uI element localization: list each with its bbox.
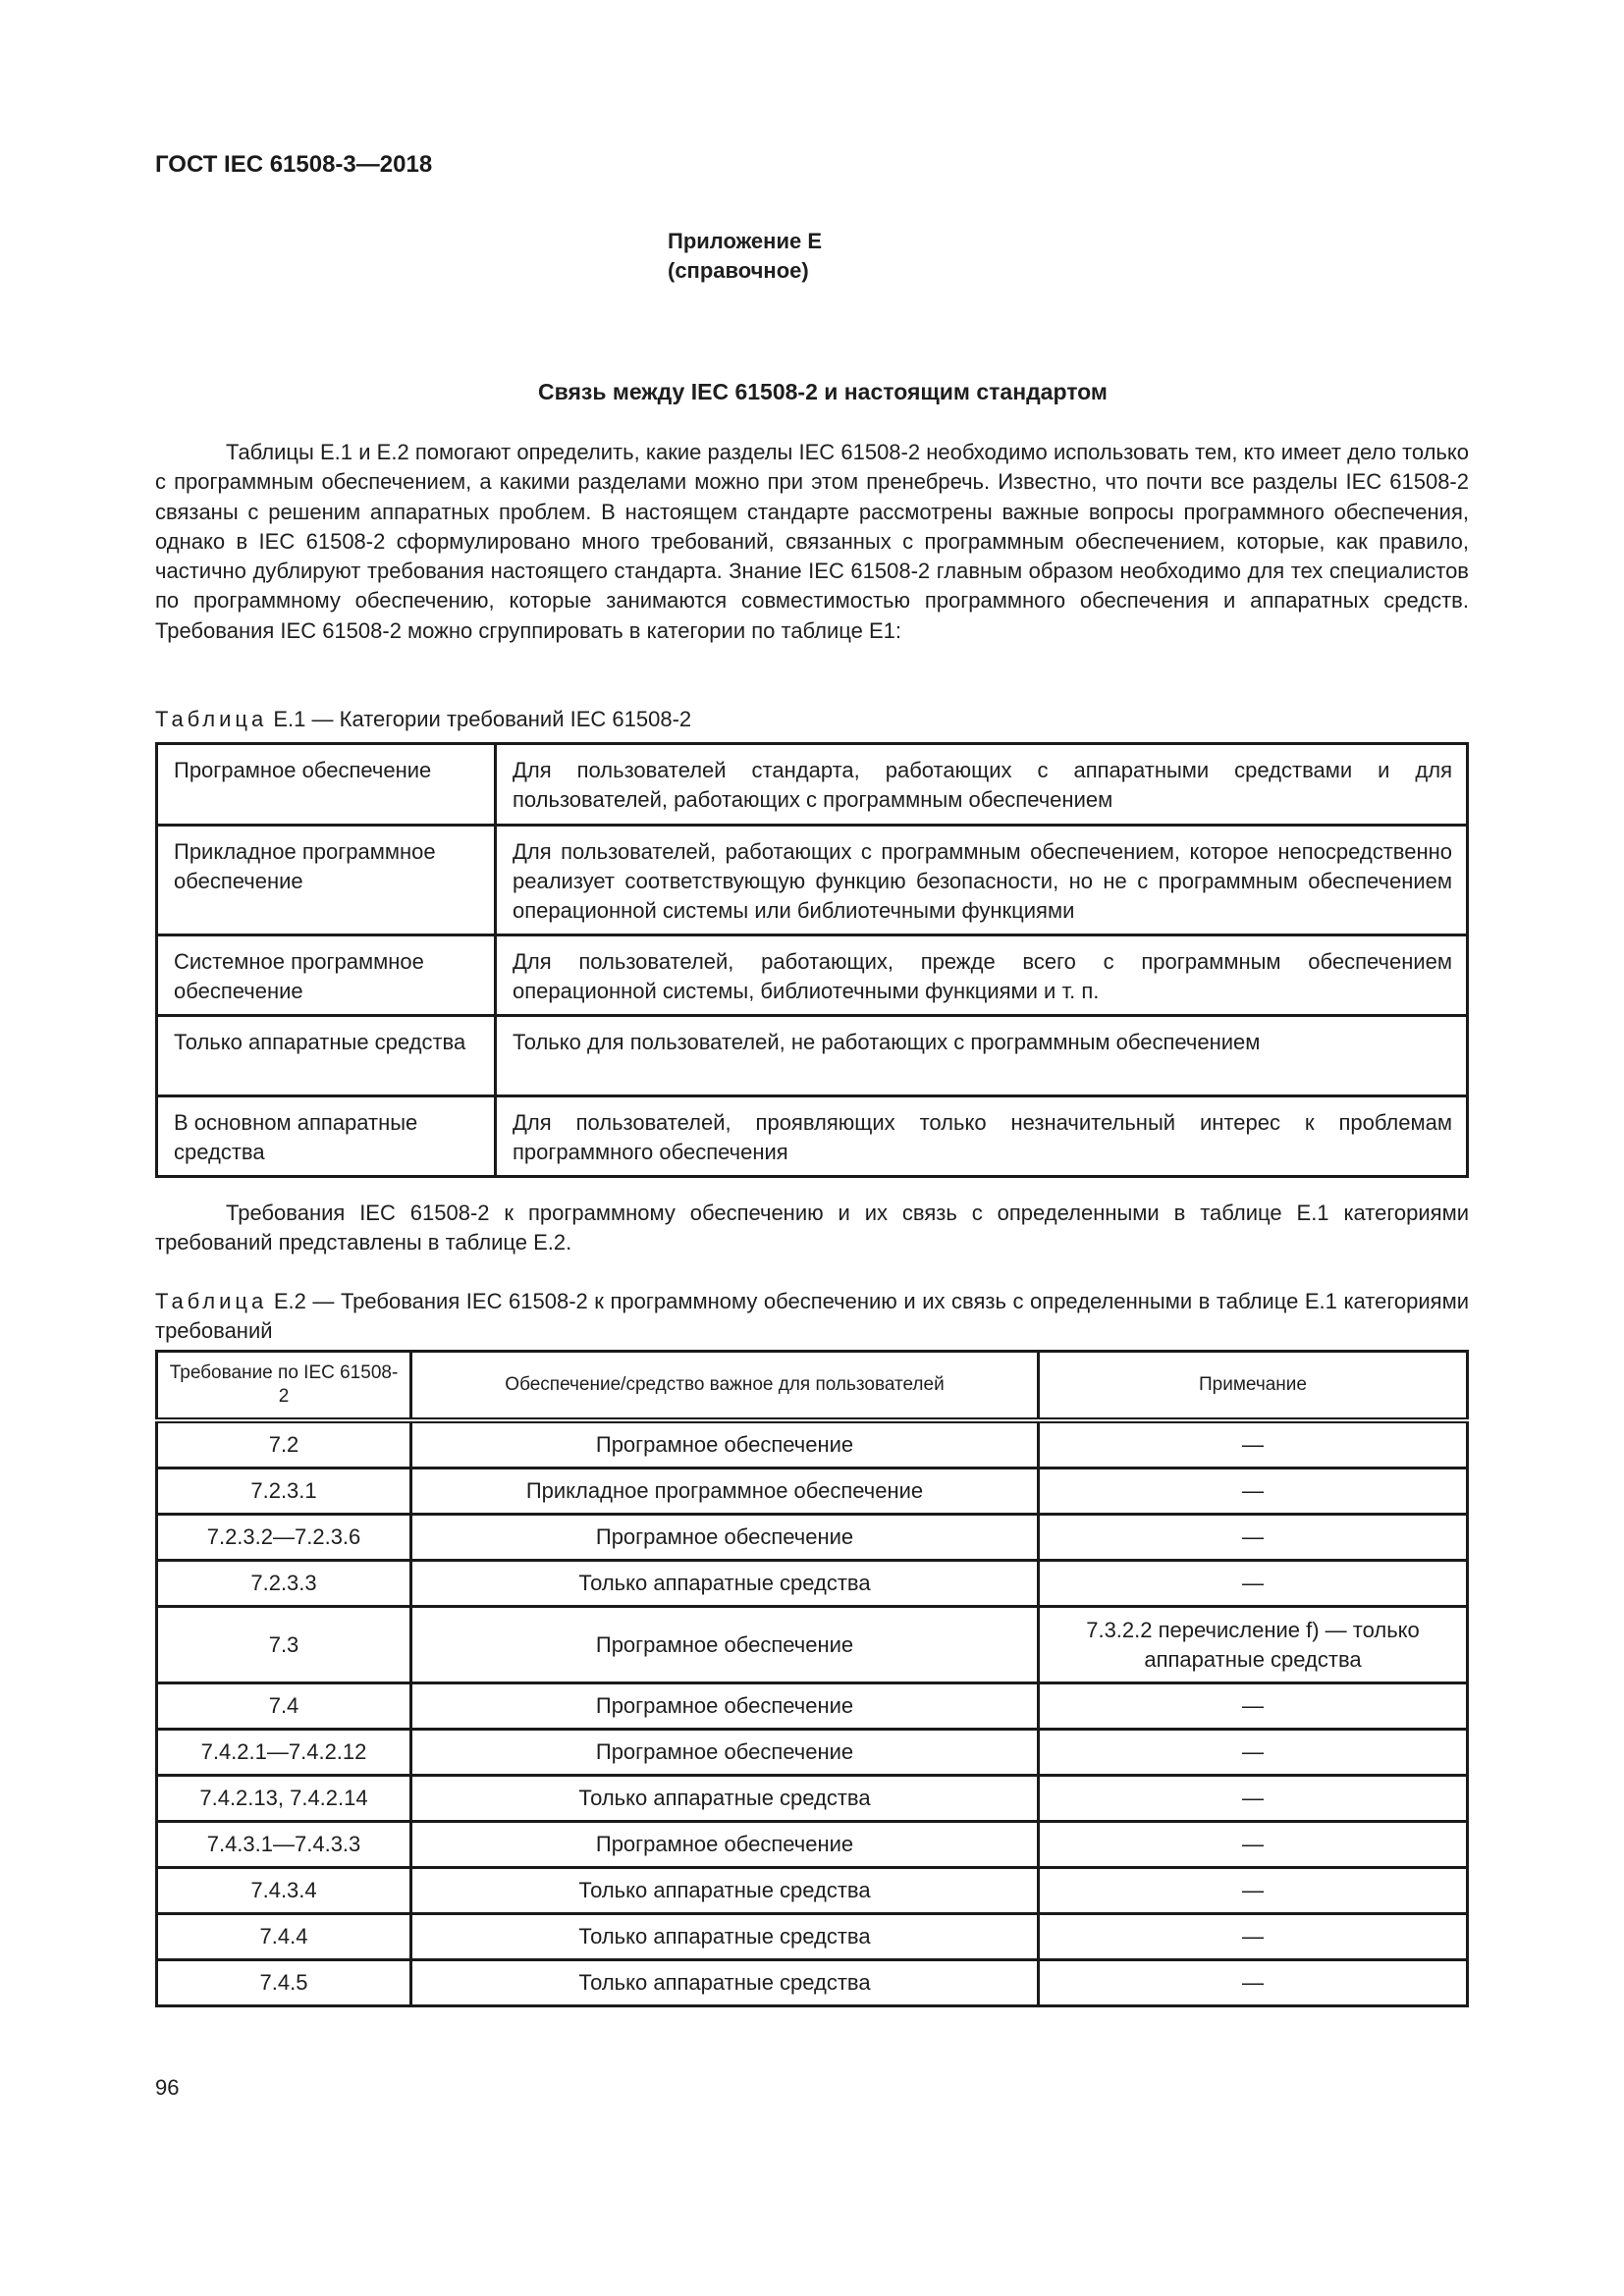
category-cell: Только аппаратные средства (157, 1016, 496, 1096)
requirement-cell: 7.2.3.1 (157, 1468, 411, 1515)
table-e1 (155, 742, 1469, 1178)
table-row (157, 744, 1468, 826)
table-row (157, 935, 1468, 1016)
table-row (157, 1822, 1468, 1868)
between-tables-paragraph: Требования IEC 61508-2 к программному обеспечению и их связь с определенными в таблице E.1 категориями требований представлены в таблице E.2. (155, 1201, 1469, 1255)
table-row (157, 1420, 1468, 1468)
description-cell: Для пользователей стандарта, работающих с аппаратными средствами и для пользователей, работающих с программным обеспечением (496, 744, 1468, 826)
table-row (157, 1016, 1468, 1096)
note-cell: — (1039, 1960, 1468, 2006)
table-row (157, 826, 1468, 935)
intro-paragraph: Таблицы E.1 и E.2 помогают определить, какие разделы IEC 61508-2 необходимо использовать тем, кто имеет дело только с программным обеспечением, а какими разделами можно при этом пренебречь. Известно, что почти все разделы IEC 61508-2 связаны с решеним аппаратных проблем. В настоящем стандарте рассмотрены важные вопросы программного обеспечения, однако в IEC 61508-2 сформулировано много требований, связанных с программным обеспечением, которые, как правило, частично дублируют требования настоящего стандарта. Знание IEC 61508-2 главным образом необходимо для тех специалистов по программному обеспечению, которые занимаются совместимостью программного обеспечения и аппаратных средств. Требования IEC 61508-2 можно сгруппировать в категории по таблице E1: (155, 440, 1469, 643)
caption-label: Таблица (155, 1289, 268, 1313)
note-cell: — (1039, 1515, 1468, 1561)
relevance-cell: Только аппаратные средства (411, 1960, 1039, 2006)
table-e1-caption (155, 705, 1469, 734)
caption-label: Таблица (155, 707, 268, 731)
relevance-cell: Програмное обеспечение (411, 1822, 1039, 1868)
table-e2 (155, 1350, 1469, 2007)
page-number: 96 (155, 2075, 180, 2100)
document-id: ГОСТ IEC 61508-3—2018 (155, 151, 433, 178)
table-row (157, 1096, 1468, 1177)
note-cell: — (1039, 1776, 1468, 1822)
description-cell: Для пользователей, работающих, прежде всего с программным обеспечением операционной системы, библиотечными функциями и т. п. (496, 935, 1468, 1016)
relevance-cell: Програмное обеспечение (411, 1420, 1039, 1468)
section-title: Связь между IEC 61508-2 и настоящим стандартом (538, 379, 1108, 404)
description-cell: Для пользователей, работающих с программным обеспечением, которое непосредственно реализует соответствующую функцию безопасности, но не с программным обеспечением операционной системы или библиотечными функциями (496, 826, 1468, 935)
description-cell: Для пользователей, проявляющих только незначительный интерес к проблемам программного обеспечения (496, 1096, 1468, 1177)
note-cell: — (1039, 1561, 1468, 1607)
annex-heading (0, 227, 1624, 286)
table-row (157, 1683, 1468, 1730)
category-cell: Прикладное программное обеспечение (157, 826, 496, 935)
table-row (157, 1607, 1468, 1683)
requirement-cell: 7.4.5 (157, 1960, 411, 2006)
note-cell: — (1039, 1730, 1468, 1776)
header-note: Примечание (1039, 1352, 1468, 1421)
table-row (157, 1515, 1468, 1561)
table-row (157, 1468, 1468, 1515)
relevance-cell: Програмное обеспечение (411, 1515, 1039, 1561)
requirement-cell: 7.2.3.3 (157, 1561, 411, 1607)
category-cell: В основном аппаратные средства (157, 1096, 496, 1177)
relevance-cell: Програмное обеспечение (411, 1730, 1039, 1776)
requirement-cell: 7.4.4 (157, 1914, 411, 1960)
requirement-cell: 7.4 (157, 1683, 411, 1730)
note-cell: 7.3.2.2 перечисление f) — только аппаратные средства (1039, 1607, 1468, 1683)
header-requirement: Требование по IEC 61508-2 (157, 1352, 411, 1421)
requirement-cell: 7.4.3.4 (157, 1868, 411, 1914)
relevance-cell: Только аппаратные средства (411, 1868, 1039, 1914)
note-cell: — (1039, 1468, 1468, 1515)
requirement-cell: 7.3 (157, 1607, 411, 1683)
note-cell: — (1039, 1914, 1468, 1960)
requirement-cell: 7.4.3.1—7.4.3.3 (157, 1822, 411, 1868)
requirement-cell: 7.2 (157, 1420, 411, 1468)
table-row (157, 1730, 1468, 1776)
table-header-row (157, 1352, 1468, 1421)
caption-text: E.2 — Требования IEC 61508-2 к программному обеспечению и их связь с определенными в таблице E.1 категориями требований (155, 1289, 1469, 1343)
description-cell: Только для пользователей, не работающих с программным обеспечением (496, 1016, 1468, 1096)
requirement-cell: 7.4.2.1—7.4.2.12 (157, 1730, 411, 1776)
table-e2-caption (155, 1287, 1469, 1346)
requirement-cell: 7.2.3.2—7.2.3.6 (157, 1515, 411, 1561)
table-row (157, 1914, 1468, 1960)
table-row (157, 1868, 1468, 1914)
relevance-cell: Програмное обеспечение (411, 1683, 1039, 1730)
relevance-cell: Прикладное программное обеспечение (411, 1468, 1039, 1515)
category-cell: Системное программное обеспечение (157, 935, 496, 1016)
annex-title: Приложение E (668, 229, 822, 253)
relevance-cell: Только аппаратные средства (411, 1561, 1039, 1607)
category-cell: Програмное обеспечение (157, 744, 496, 826)
note-cell: — (1039, 1822, 1468, 1868)
note-cell: — (1039, 1683, 1468, 1730)
note-cell: — (1039, 1420, 1468, 1468)
table-row (157, 1561, 1468, 1607)
caption-text: E.1 — Категории требований IEC 61508-2 (267, 707, 692, 731)
note-cell: — (1039, 1868, 1468, 1914)
requirement-cell: 7.4.2.13, 7.4.2.14 (157, 1776, 411, 1822)
relevance-cell: Програмное обеспечение (411, 1607, 1039, 1683)
table-row (157, 1776, 1468, 1822)
relevance-cell: Только аппаратные средства (411, 1776, 1039, 1822)
table-row (157, 1960, 1468, 2006)
annex-type: (справочное) (668, 258, 809, 283)
relevance-cell: Только аппаратные средства (411, 1914, 1039, 1960)
header-relevance: Обеспечение/средство важное для пользователей (411, 1352, 1039, 1421)
